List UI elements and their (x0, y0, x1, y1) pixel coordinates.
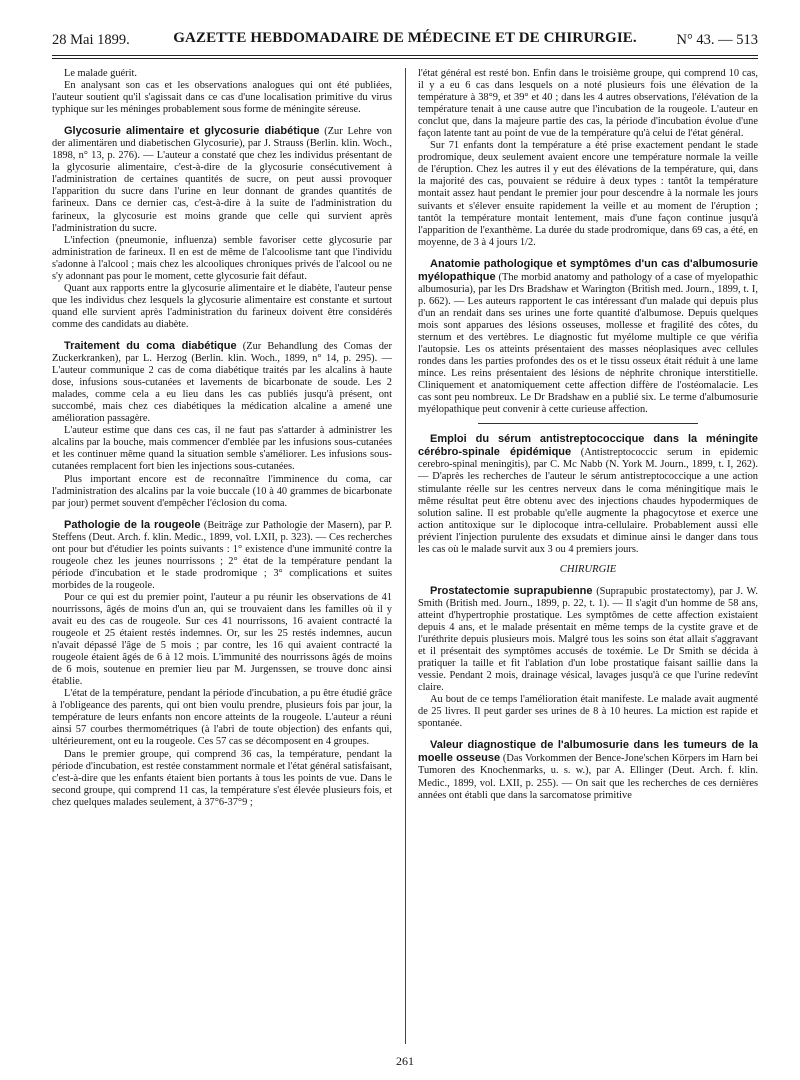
left-column (52, 68, 392, 1044)
article-lead: (The morbid anatomy and pathology of a case of myelopathic albumosuria), par les Drs Bradshaw et Warington (British med. Journ., 1899, t. I, p. 662). — Les auteurs rapportent le cas intéressant d'un malade qui depuis plus d'un an rendait dans ses urines une forte quantité d'albumose. Depuis quelques mois sont apparues des lésions osseuses, mollesse et fragilité des côtes, du sternum et des vertèbres. Le diagnostic fut myélome multiple ce que vérifia l'autopsie. Les os atteints présentaient des masses néoplasiques avec cellules rondes dans les parties profondes des os et le tissu osseux était réduit à une lame mince. Les reins présentaient des lésions de néphrite chronique interstitielle. Cliniquement et anatomiquement cette affection diffère de l'ostéomalacie. Les cas sont peu nombreux. Le Dr Bradshaw en a publié six. Le terme d'albumosurie myélopathique peut convenir à cette curieuse affection. (418, 271, 758, 416)
paragraph: Dans le premier groupe, qui comprend 36 cas, la température, pendant la période d'incubation, est restée constamment normale et l'état général satisfaisant, c'est-à-dire que les enfants étaient bien portants à tous les points de vue. Dans le second groupe, qui comprend 11 cas, la température s'est élevée plusieurs fois, et chez quelques malades seulement, à 37°6-37°9 ; (52, 748, 392, 808)
article-title: Emploi du sérum antistreptococcique dans la méningite cérébro-spinale épidémique (418, 433, 758, 459)
paragraph: L'auteur estime que dans ces cas, il ne faut pas s'attarder à administrer les alcalins par la bouche, mais commencer d'emblée par les infusions sous-cutanées et les continuer même quand la situation semble s'améliorer. Les infusions sous-cutanées remplacent fort bien les injections sous-cutanées. (52, 425, 392, 473)
article-prostatectomie (418, 585, 758, 731)
header-rule (52, 55, 758, 56)
section-title: CHIRURGIE (559, 563, 617, 575)
article-glycosurie (52, 125, 392, 331)
paragraph: l'état général est resté bon. Enfin dans le troisième groupe, qui comprend 10 cas, il y a eu 6 cas dans lesquels on a noté plusieurs fois une élévation de la température à 38°9, et 39° et 40 ; dans les 4 autres observations, l'élévation de la température tenait à une cause autre que l'incubation de la rougeole. L'auteur en conclut que, dans la majeure partie des cas, la période d'incubation évolue d'une façon latente tant au point de vue de la température qu'à celui de l'état général. (418, 68, 758, 140)
issue-number: N° 43. — 513 (676, 32, 758, 48)
paragraph: Au bout de ce temps l'amélioration était manifeste. Le malade avait augmenté de 25 livres. Il peut garder ses urines de 8 à 10 heures. La miction est rapide et spontanée. (418, 694, 758, 730)
article-lead: (Suprapubic prostatectomy), par J. W. Smith (British med. Journ., 1899, p. 22, t. 1). — Il s'agit d'un homme de 58 ans, atteint d'hypertrophie prostatique. Les symptômes de cette affection existaient depuis 4 ans, et le malade présentait en même temps de la cystite grave et de l'uréthrite depuis plusieurs mois. Malgré tous les soins son état allait s'aggravant et il présentait des symptômes accusés de toxémie. Le Dr Smith se décida à pratiquer la taille et fit l'ablation d'un lobe prostatique faisant saillie dans la vessie. Pendant 2 mois, drainage vésical, lavages jusqu'à ce que l'urine redevînt claire. (418, 585, 758, 694)
article-separator (478, 423, 698, 424)
paragraph: L'infection (pneumonie, influenza) semble favoriser cette glycosurie par administration de farineux. Il en est de même de l'alcoolisme tant que l'individu s'adonne à l'alcool ; mais chez les alcooliques chroniques privés de l'alcool ou ne s'y adonnant pas pour le moment, cette glycosurie fait défaut. (52, 234, 392, 282)
article-title: Traitement du coma diabétique (64, 339, 237, 352)
paragraph: Pour ce qui est du premier point, l'auteur a pu réunir les observations de 41 nourrissons, âgés de moins d'un an, qui se trouvaient dans les familles où il y avait eu des cas de rougeole. Sur ces 41 nourrissons, 16 avaient contracté la rougeole et 25 étaient restés indemnes. Or, sur les 25 restés indemnes, aucun n'avait dépassé l'âge de 5 mois ; par contre, les 16 qui avaient contracté la rougeole étaient âgés de 6 à 12 mois. L'immunité des nourrissons âgés de moins de 6 mois, soutenue en premier lieu par M. Jurgenssen, se trouve donc ainsi établie. (52, 591, 392, 688)
article-lead: (Zur Behandlung des Comas der Zuckerkranken), par L. Herzog (Berlin. klin. Woch., 1899, n° 14, p. 295). — L'auteur communique 2 cas de coma diabétique traités par les alcalins à haute dose, infusions sous-cutanées et lavements de bicarbonate de soude. Les 2 malades, comme cela a eu lieu dans les cas publiés jusqu'à présent, ont succombé, mais chez ces diabétiques la médication alcaline a amené une amélioration passagère. (52, 340, 392, 425)
paragraph: Le malade guérit. (64, 68, 137, 79)
header-rule-double (52, 58, 758, 59)
paragraph: Sur 71 enfants dont la température a été prise exactement pendant le stade prodromique, deux seulement avaient encore une température normale la veille de l'éruption. Chez les autres il y eut des élévations de la température, qui, dans la majorité des cas, pouvaient se réduire à deux types : tantôt la température montait assez haut pendant le premier jour pour descendre à la normale les jours suivants et s'élever ensuite rapidement la veille et au moment de l'éruption ; tantôt la température montait lentement, mais d'une façon continue jusqu'à l'apparition de l'exanthème. La durée du stade prodromique, dans 69 cas, a été, en moyenne, de 3 à 4 jours 1/2. (418, 140, 758, 248)
article-lead: (Antistreptococcic serum in epidemic cerebro-spinal meningitis), par C. Mc Nabb (N. York M. Journ., 1899, t. I, 262). — D'après les recherches de l'auteur le sérum antistreptococcique a une action stimulante réelle sur les centres nerveux dans le coma méningitique mais le même résultat peut être obtenu avec des injections chaudes hypodermiques de solution saline. Il est probable qu'elle augmente la phagocytose et exerce une action antitoxique sur le diplocoque intra-cellulaire. Probablement aussi elle prévient l'injection purulente des exsudats et diminue ainsi le danger dans tous les cas où le malade survit aux 3 ou 4 premiers jours. (418, 447, 758, 555)
article-coma-diabetique (52, 340, 392, 510)
paragraph: L'état de la température, pendant la période d'incubation, a pu être étudié grâce à l'obligeance des parents, qui ont bien voulu prendre, plusieurs fois par jour, la température de leurs enfants non encore atteints de la rougeole. L'auteur a réuni ainsi 57 courbes thermométriques (à l'abri de toute objection) des enfants qui, ultérieurement, ont eu la rougeole. Ces 57 cas se décomposent en 4 groupes. (52, 688, 392, 748)
paragraph: Plus important encore est de reconnaître l'imminence du coma, car l'administration des alcalins par la voie buccale (10 à 40 grammes de bicarbonate par jour) permet souvent d'empêcher l'éclosion du coma. (52, 473, 392, 509)
article-lead: (Das Vorkommen der Bence-Jone'schen Körpers im Harn bei Tumoren des Knochenmarks, u. s. w.), par A. Ellinger (Deut. Arch. f. klin. Medic., 1899, vol. LXII, p. 255). — On sait que les recherches de ces dernières années ont établi que dans la sarcomatose primitive (418, 753, 758, 801)
journal-page (52, 30, 758, 1072)
article-title: Prostatectomie suprapubienne (430, 584, 593, 597)
article-rougeole (52, 519, 392, 809)
article-moelle-osseuse (418, 739, 758, 801)
article-serum (418, 433, 758, 555)
article-title: Pathologie de la rougeole (64, 518, 201, 531)
column-divider (405, 68, 406, 1044)
article-lead: (Zur Lehre von der alimentären und diabetischen Glycosurie), par J. Strauss (Berlin. klin. Woch., 1898, n° 13, p. 276). — L'auteur a constaté que chez les individus présentant de la glycosurie alimentaire, c'est-à-dire de la glycosurie consécutivement à l'administration de certaines quantités de sucre, on peut aussi provoquer l'apparition du sucre dans l'urine en leur donnant de grandes quantités de farineux. Dans ce dernier cas, c'est-à-dire à la suite de l'administration du farineux, la glycosurie est moins grande que celle qui survient après l'administration du sucre. (52, 126, 392, 234)
article-title: Valeur diagnostique de l'albumosurie dans les tumeurs de la moelle osseuse (418, 739, 758, 765)
running-head (52, 30, 758, 52)
article-albumosurie (418, 258, 758, 417)
text-columns (52, 68, 758, 1044)
paragraph: En analysant son cas et les observations analogues qui ont été publiées, l'auteur soutient qu'il s'agissait dans ce cas d'une localisation primitive du virus typhique sur les méninges probablement sous forme de méningite séreuse. (52, 80, 392, 116)
article-title: Glycosurie alimentaire et glycosurie diabétique (64, 125, 320, 138)
article-lead: (Beiträge zur Pathologie der Masern), par P. Steffens (Deut. Arch. f. klin. Medic., 1899, vol. LXII, p. 323). — Ces recherches ont pour but d'étudier les points suivants : 1° existence d'une immunité contre la rougeole chez les jeunes nourrissons ; 2° état de la température pendant la période d'incubation et le stade prodromique ; 3° complications et suites morbides de la rougeole. (52, 519, 392, 591)
right-column (418, 68, 758, 1044)
page-number: 261 (396, 1054, 414, 1068)
article-title: Anatomie pathologique et symptômes d'un cas d'albumosurie myélopathique (418, 257, 758, 283)
paragraph: Quant aux rapports entre la glycosurie alimentaire et le diabète, l'auteur pense que les individus chez lesquels la glycosurie alimentaire est constante et surtout quand elle survient après l'administration du farineux doivent être considérés comme des candidats au diabète. (52, 282, 392, 330)
issue-date: 28 Mai 1899. (52, 32, 130, 48)
journal-title: GAZETTE HEBDOMADAIRE DE MÉDECINE ET DE CHIRURGIE. (173, 30, 637, 46)
